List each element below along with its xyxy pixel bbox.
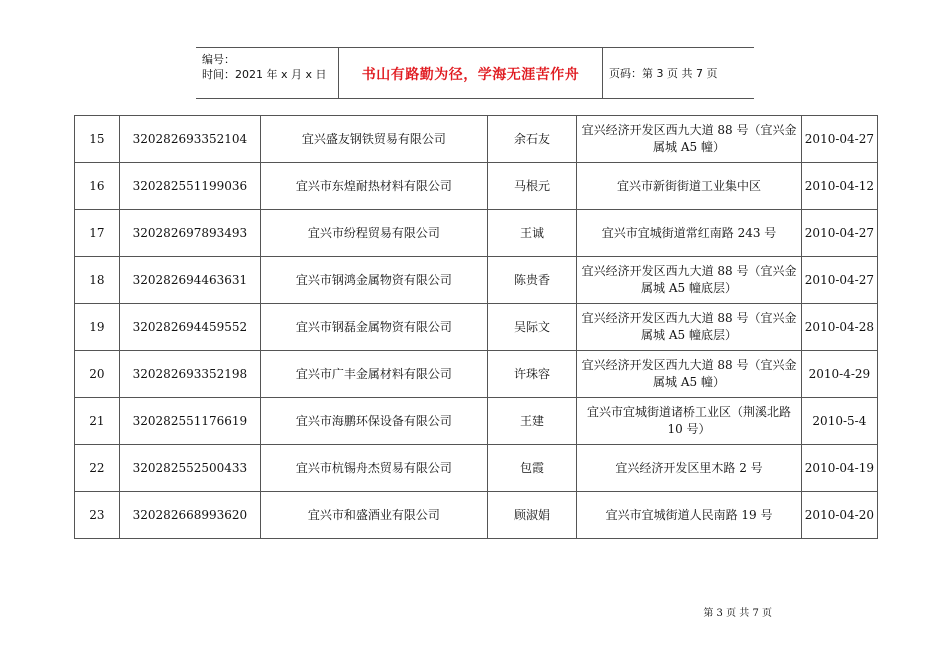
registration-date: 2010-04-27	[801, 116, 877, 163]
row-number: 19	[75, 304, 120, 351]
registration-code: 320282552500433	[119, 445, 260, 492]
registration-code: 320282694459552	[119, 304, 260, 351]
legal-representative: 吴际文	[487, 304, 577, 351]
company-name: 宜兴市和盛酒业有限公司	[260, 492, 487, 539]
registration-date: 2010-5-4	[801, 398, 877, 445]
table-row	[75, 351, 878, 398]
registration-code: 320282693352198	[119, 351, 260, 398]
registration-code: 320282697893493	[119, 210, 260, 257]
header-page-code: 页码：第 3 页 共 7 页	[609, 67, 718, 80]
legal-representative: 马根元	[487, 163, 577, 210]
company-address: 宜兴经济开发区西九大道 88 号（宜兴金属城 A5 幢）	[577, 351, 802, 398]
registration-date: 2010-04-12	[801, 163, 877, 210]
registration-date: 2010-4-29	[801, 351, 877, 398]
row-number: 15	[75, 116, 120, 163]
company-name: 宜兴市广丰金属材料有限公司	[260, 351, 487, 398]
legal-representative: 包霞	[487, 445, 577, 492]
company-address: 宜兴经济开发区西九大道 88 号（宜兴金属城 A5 幢底层）	[577, 257, 802, 304]
records-table	[74, 115, 878, 539]
company-address: 宜兴经济开发区里木路 2 号	[577, 445, 802, 492]
table-row	[75, 445, 878, 492]
legal-representative: 许珠容	[487, 351, 577, 398]
row-number: 21	[75, 398, 120, 445]
legal-representative: 顾淑娟	[487, 492, 577, 539]
row-number: 22	[75, 445, 120, 492]
company-name: 宜兴市海鹏环保设备有限公司	[260, 398, 487, 445]
company-address: 宜兴市宜城街道常红南路 243 号	[577, 210, 802, 257]
records-body	[75, 116, 878, 539]
company-name: 宜兴市钢磊金属物资有限公司	[260, 304, 487, 351]
registration-date: 2010-04-19	[801, 445, 877, 492]
table-row	[75, 492, 878, 539]
company-name: 宜兴市杭锡舟杰贸易有限公司	[260, 445, 487, 492]
company-address: 宜兴经济开发区西九大道 88 号（宜兴金属城 A5 幢底层）	[577, 304, 802, 351]
legal-representative: 陈贵香	[487, 257, 577, 304]
registration-code: 320282551199036	[119, 163, 260, 210]
company-name: 宜兴市纷程贸易有限公司	[260, 210, 487, 257]
row-number: 17	[75, 210, 120, 257]
header-motto: 书山有路勤为径，学海无涯苦作舟	[339, 48, 603, 98]
legal-representative: 王建	[487, 398, 577, 445]
registration-code: 320282694463631	[119, 257, 260, 304]
table-row	[75, 163, 878, 210]
row-number: 20	[75, 351, 120, 398]
registration-date: 2010-04-27	[801, 210, 877, 257]
page-footer: 第 3 页 共 7 页	[703, 608, 772, 619]
registration-date: 2010-04-27	[801, 257, 877, 304]
company-address: 宜兴市新街街道工业集中区	[577, 163, 802, 210]
company-address: 宜兴经济开发区西九大道 88 号（宜兴金属城 A5 幢）	[577, 116, 802, 163]
legal-representative: 王诚	[487, 210, 577, 257]
table-row	[75, 210, 878, 257]
legal-representative: 余石友	[487, 116, 577, 163]
registration-code: 320282693352104	[119, 116, 260, 163]
registration-date: 2010-04-20	[801, 492, 877, 539]
page-header	[196, 47, 754, 99]
company-address: 宜兴市宜城街道人民南路 19 号	[577, 492, 802, 539]
header-meta	[196, 48, 339, 98]
company-name: 宜兴市东煌耐热材料有限公司	[260, 163, 487, 210]
company-address: 宜兴市宜城街道诸桥工业区（荆溪北路 10 号）	[577, 398, 802, 445]
table-row	[75, 257, 878, 304]
table-row	[75, 116, 878, 163]
row-number: 16	[75, 163, 120, 210]
company-name: 宜兴市钢鸿金属物资有限公司	[260, 257, 487, 304]
company-name: 宜兴盛友钢铁贸易有限公司	[260, 116, 487, 163]
registration-code: 320282668993620	[119, 492, 260, 539]
row-number: 18	[75, 257, 120, 304]
number-label: 编号：	[202, 53, 235, 66]
time-label: 时间：2021 年 x 月 x 日	[202, 68, 327, 81]
table-row	[75, 304, 878, 351]
registration-date: 2010-04-28	[801, 304, 877, 351]
registration-code: 320282551176619	[119, 398, 260, 445]
table-row	[75, 398, 878, 445]
row-number: 23	[75, 492, 120, 539]
